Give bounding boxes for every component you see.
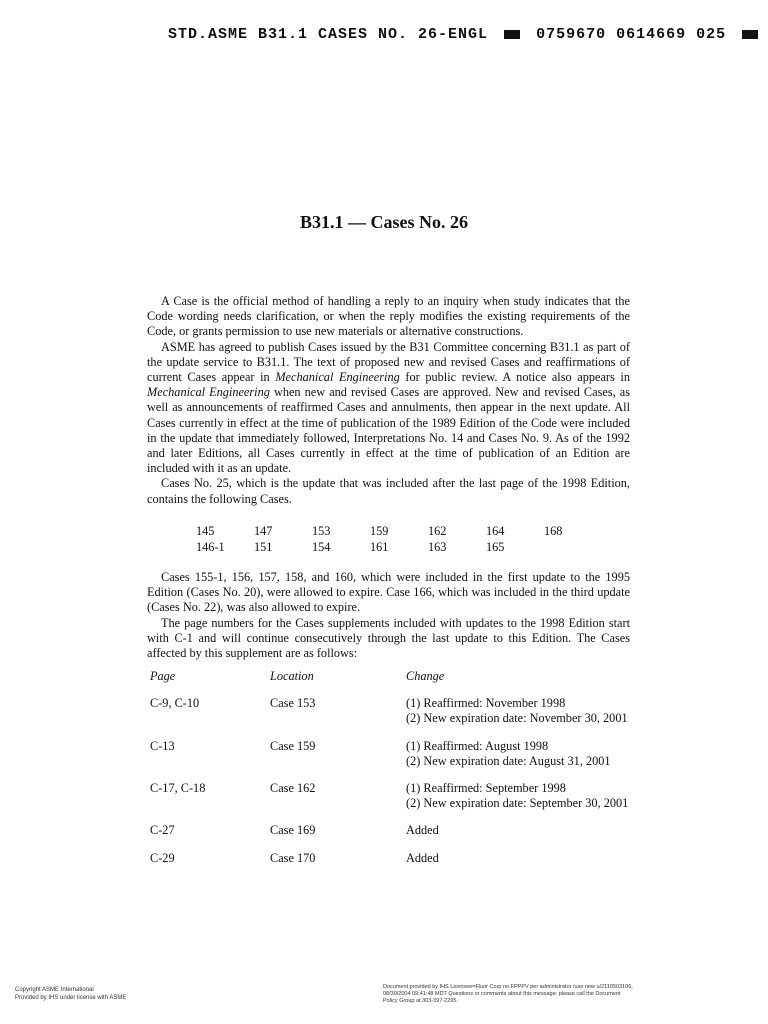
page-cell: C-29 (150, 850, 175, 865)
footer-notice: Document provided by IHS Licensee=Fluor Corp no FPPPV per administrator /use new u/2110503106, 08/30/2004 09:41:48 MDT Questions or comments about this message: please call the Document Policy Group at 303-397-2295. (383, 984, 633, 1004)
change-line: (1) Reaffirmed: September 1998 (406, 781, 566, 796)
case-number: 164 (486, 524, 505, 538)
location-cell: Case 162 (270, 781, 316, 796)
paragraph: ASME has agreed to publish Cases issued by the B31 Committee concerning B31.1 as part of the update service to B31.1. The text of proposed new and revised Cases and reaffirmations of current Cases appear in Mechanical Engineering for public review. A notice also appears in Mechanical Engineering when new and revised Cases are approved. New and revised Cases, as well as announcements of reaffirmed Cases and annulments, then appear in the next update. All Cases currently in effect at the time of publication of the 1989 Edition of the Code were included in the update that immediately followed, Interpretations No. 14 and Cases No. 9. As of the 1992 and later Editions, all Cases currently in effect at the time of publication of an Edition are included with it as an update. (147, 339, 630, 476)
change-cell (406, 696, 636, 738)
change-cell (406, 781, 636, 823)
journal-title: Mechanical Engineering (147, 385, 270, 400)
change-line: (2) New expiration date: August 31, 2001 (406, 753, 611, 768)
case-number: 162 (428, 524, 447, 538)
table-row (150, 781, 636, 823)
case-numbers-table (196, 524, 602, 555)
header-page: Page (150, 669, 176, 683)
journal-title: Mechanical Engineering (275, 370, 400, 385)
table-row (196, 540, 602, 556)
footer-copyright (15, 986, 126, 1002)
case-number: 159 (370, 524, 389, 538)
change-cell (406, 851, 636, 878)
footer-line: Copyright ASME International (15, 987, 94, 993)
page-cell: C-27 (150, 823, 175, 838)
change-cell (406, 739, 636, 781)
location-cell: Case 170 (270, 850, 316, 865)
case-number (544, 540, 602, 556)
change-line: (1) Reaffirmed: August 1998 (406, 738, 549, 753)
scan-header-right: 0759670 0614669 025 (536, 26, 727, 43)
table-row (150, 851, 636, 878)
table-row (150, 823, 636, 850)
case-number: 145 (196, 524, 215, 538)
change-line: (2) New expiration date: September 30, 2001 (406, 796, 629, 811)
change-line: (2) New expiration date: November 30, 2001 (406, 711, 628, 726)
location-cell: Case 159 (270, 738, 316, 753)
case-number: 168 (544, 524, 563, 538)
scan-header-left: STD.ASME B31.1 CASES NO. 26-ENGL (168, 26, 489, 43)
scan-header (168, 26, 727, 46)
changes-table (150, 669, 636, 878)
table-row (196, 524, 602, 540)
case-number: 151 (254, 539, 273, 554)
case-number: 146-1 (196, 539, 225, 554)
page-cell: C-13 (150, 738, 175, 753)
case-number: 161 (370, 539, 389, 554)
change-line: (1) Reaffirmed: November 1998 (406, 696, 566, 711)
paragraph: A Case is the official method of handling a reply to an inquiry when study indicates that the Code wording needs clarification, or when the reply modifies the existing requirements of the Code, or grants permission to use new materials or alternative constructions. (147, 294, 630, 339)
paragraph: Cases No. 25, which is the update that was included after the last page of the 1998 Edition, contains the following Cases. (147, 476, 630, 506)
table-row (150, 696, 636, 738)
paragraph: Cases 155-1, 156, 157, 158, and 160, which were included in the first update to the 1995 Edition (Cases No. 20), were allowed to expire. Case 166, which was included in the third update (Cases No. 22), was also allowed to expire. (147, 570, 630, 615)
location-cell: Case 153 (270, 696, 316, 711)
table-row (150, 739, 636, 781)
intro-text (147, 294, 630, 507)
case-number: 147 (254, 524, 273, 538)
expiry-text (147, 570, 630, 661)
paragraph: The page numbers for the Cases supplements included with updates to the 1998 Edition start with C-1 and will continue consecutively through the last update to this Edition. The Cases affected by this supplement are as follows: (147, 615, 630, 661)
location-cell: Case 169 (270, 823, 316, 838)
redaction-block (504, 30, 520, 39)
table-header-row (150, 669, 636, 696)
case-number: 165 (486, 539, 505, 554)
case-number: 153 (312, 524, 331, 538)
change-line: Added (406, 823, 439, 838)
page-cell: C-17, C-18 (150, 781, 206, 796)
change-cell (406, 823, 636, 850)
header-location: Location (270, 669, 314, 683)
page-cell: C-9, C-10 (150, 696, 200, 711)
page-title: B31.1 — Cases No. 26 (299, 212, 468, 232)
footer-line: Provided by IHS under license with ASME (15, 995, 127, 1001)
case-number: 154 (312, 539, 331, 554)
case-number: 163 (428, 539, 447, 554)
header-change: Change (406, 669, 445, 683)
redaction-block (742, 30, 758, 39)
change-line: Added (406, 850, 439, 865)
